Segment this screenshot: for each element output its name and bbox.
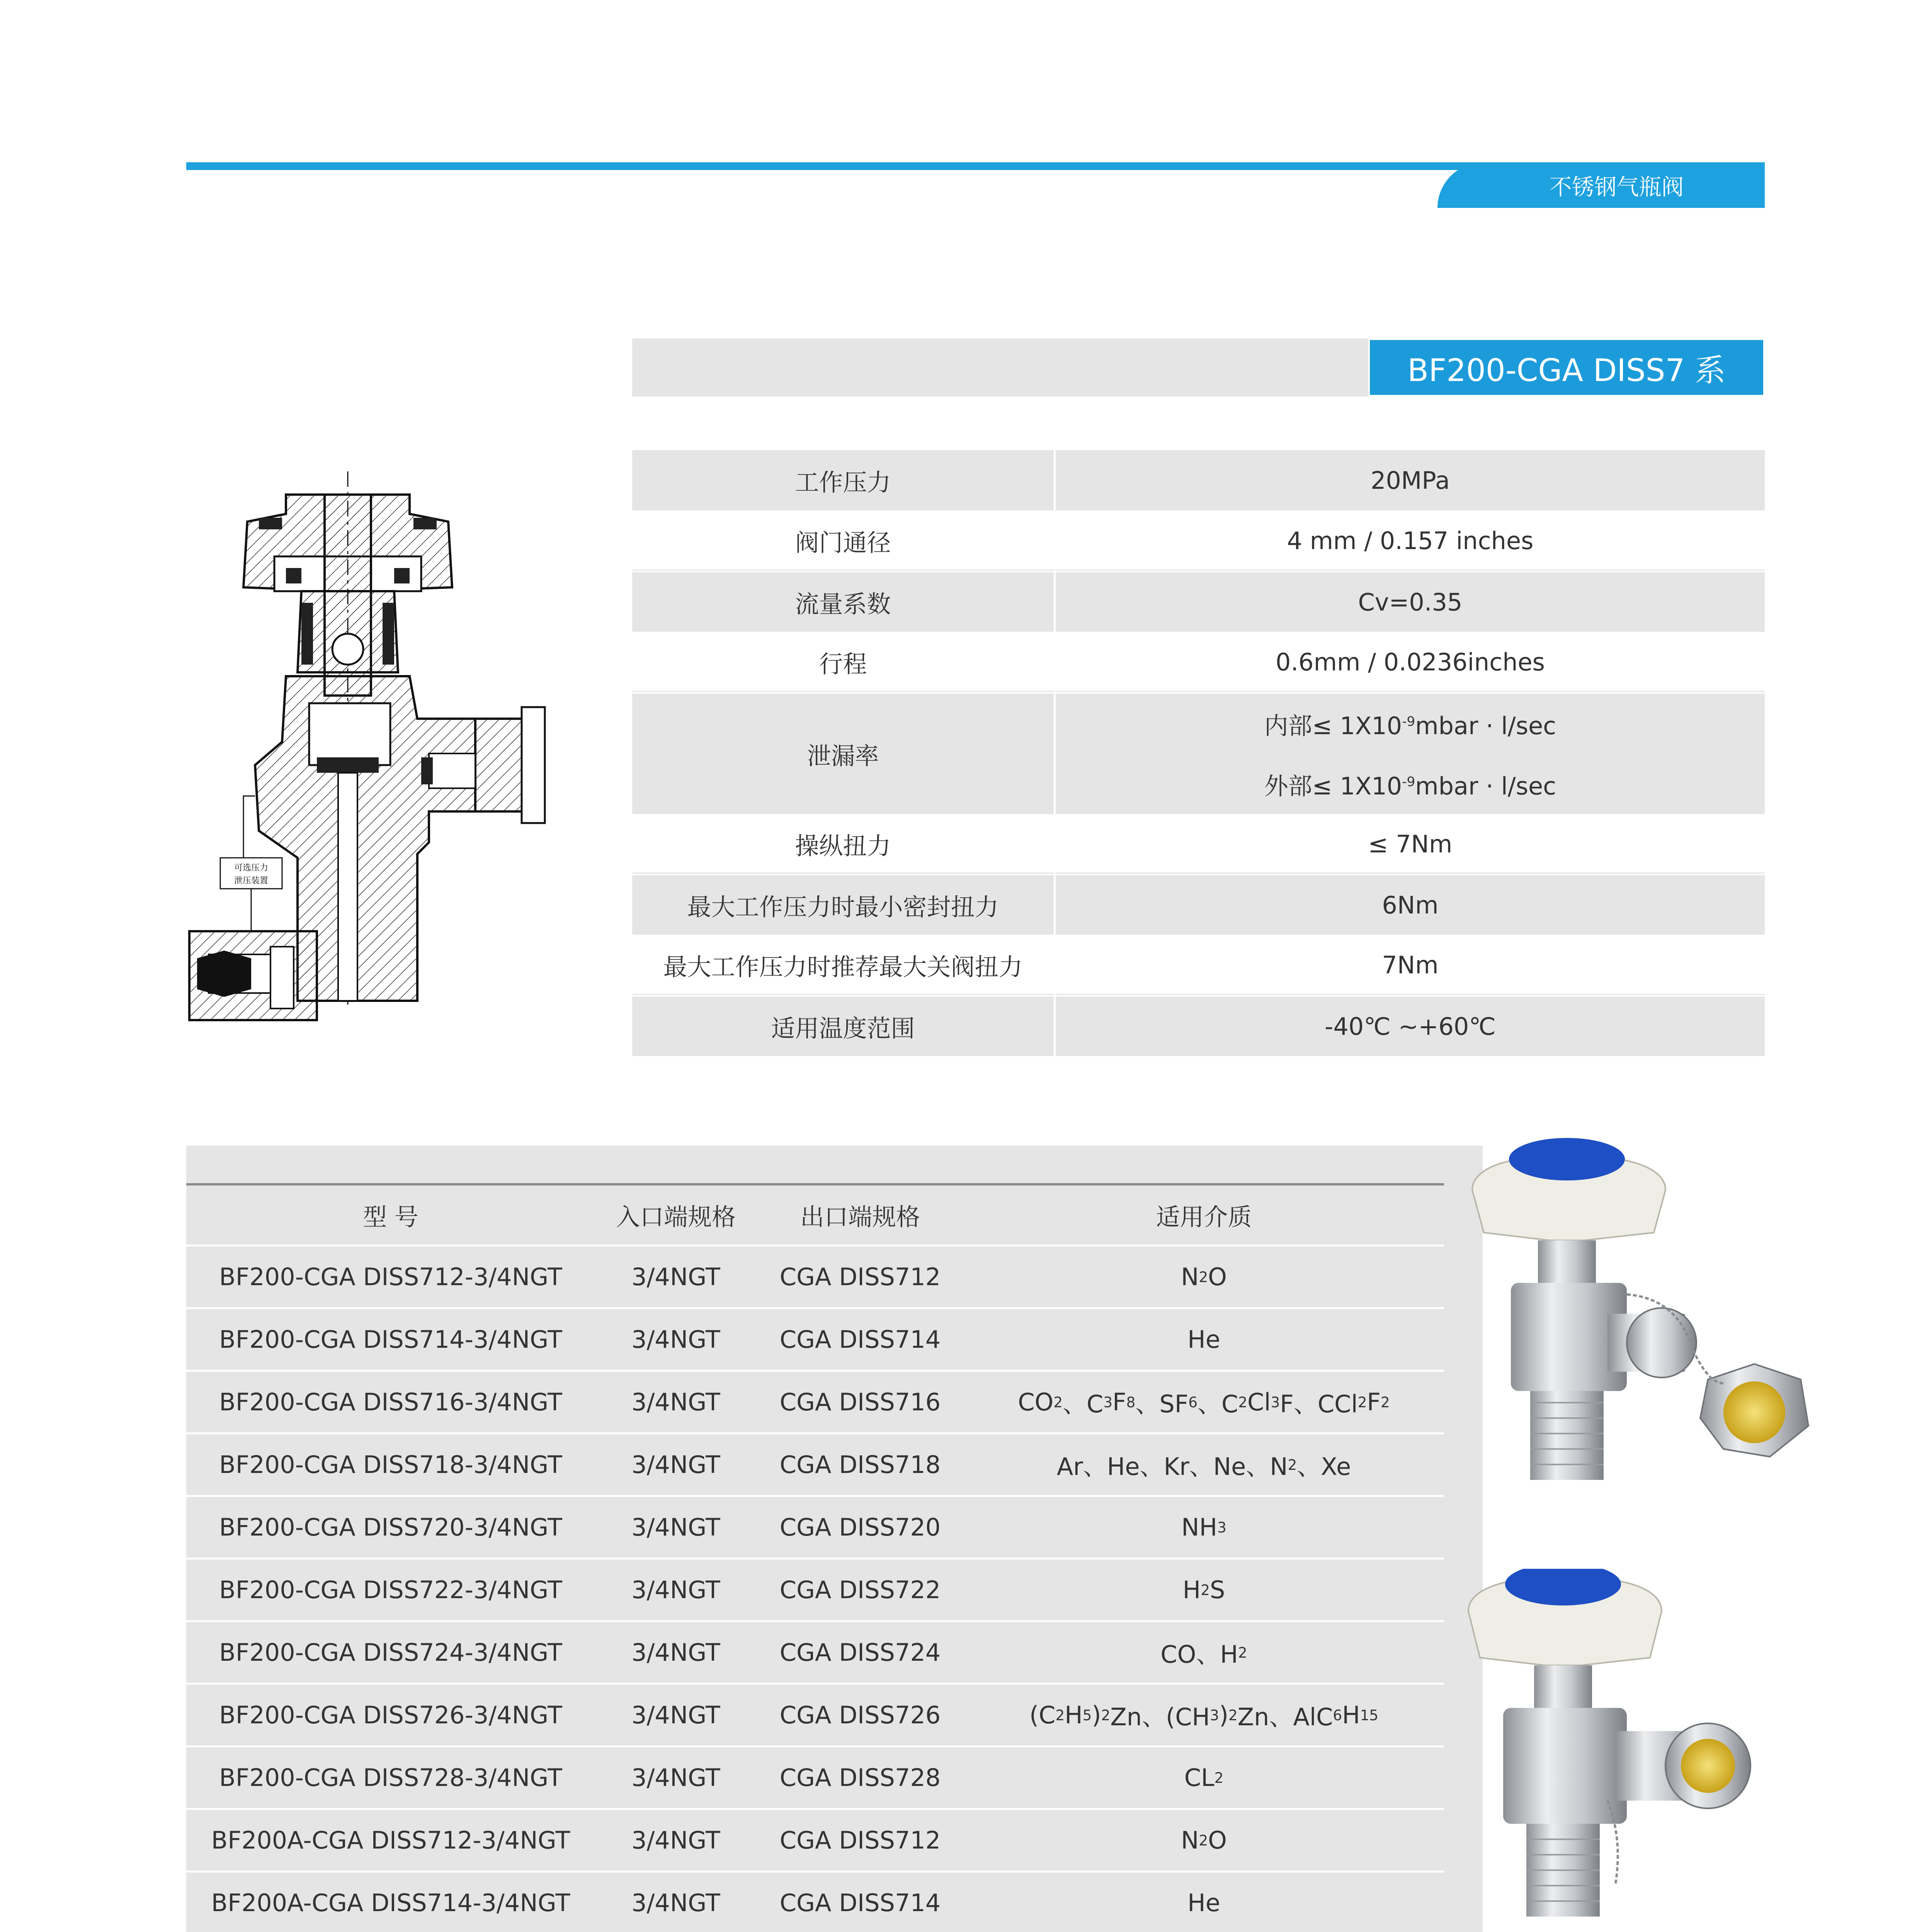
table-row <box>186 1560 1444 1622</box>
spec-value-text: 0.6mm / 0.0236inches <box>1276 648 1545 676</box>
spec-value-text: 20MPa <box>1371 466 1450 495</box>
valve-photo-2 <box>1461 1569 1754 1932</box>
model-cell: BF200-CGA DISS714-3/4NGT <box>219 1325 562 1354</box>
media-cell: H 2 S <box>1182 1576 1225 1604</box>
inlet-cell: 3/4NGT <box>631 1263 720 1291</box>
header-media: 适用介质 <box>1156 1203 1252 1231</box>
inlet-cell: 3/4NGT <box>631 1576 720 1604</box>
spec-value-text: 6Nm <box>1382 891 1439 919</box>
model-cell: BF200A-CGA DISS714-3/4NGT <box>211 1889 570 1917</box>
header-model: 型 号 <box>363 1203 418 1231</box>
table-row <box>186 1685 1444 1747</box>
model-table <box>186 1183 1444 1932</box>
spec-row-flow <box>632 572 1765 633</box>
spec-table <box>632 450 1765 1058</box>
model-cell: BF200A-CGA DISS712-3/4NGT <box>211 1826 570 1854</box>
table-row <box>186 1497 1444 1560</box>
spec-value <box>1056 936 1765 995</box>
series-title-bar <box>632 338 1765 396</box>
inlet-cell: 3/4NGT <box>631 1764 720 1792</box>
spec-value <box>1056 816 1765 874</box>
table-row <box>186 1434 1444 1497</box>
spec-row-close-torque <box>632 936 1765 997</box>
inlet-cell: 3/4NGT <box>631 1638 720 1667</box>
inlet-cell: 3/4NGT <box>631 1388 720 1416</box>
table-row <box>186 1309 1444 1372</box>
spec-row-bore <box>632 512 1765 572</box>
outlet-cell: CGA DISS712 <box>779 1826 941 1854</box>
media-cell: He <box>1187 1325 1220 1354</box>
handwheel-cap <box>1509 1138 1625 1180</box>
table-row <box>186 1247 1444 1309</box>
model-cell: BF200-CGA DISS712-3/4NGT <box>219 1263 562 1291</box>
spec-row-torque <box>632 816 1765 875</box>
outlet-cell: CGA DISS726 <box>779 1701 941 1729</box>
outlet-cell: CGA DISS720 <box>779 1513 941 1541</box>
valve-cross-section-drawing <box>182 471 622 1043</box>
media-cell: He <box>1187 1889 1220 1917</box>
table-row <box>186 1622 1444 1685</box>
leak-internal <box>1264 694 1556 754</box>
model-cell: BF200-CGA DISS718-3/4NGT <box>219 1451 562 1479</box>
table-row <box>186 1872 1444 1932</box>
relief-label-line2: 泄压装置 <box>234 876 269 886</box>
media-cell: (C 2 H 5 ) 2 Zn、(CH 3 ) 2 Zn、AlC 6 H 15 <box>1029 1701 1379 1731</box>
valve-photo-1 <box>1461 1132 1839 1526</box>
spec-value <box>1056 997 1765 1056</box>
outlet-cell: CGA DISS714 <box>779 1889 941 1917</box>
spec-row-pressure <box>632 450 1765 512</box>
media-cell: Ar、He、Kr、Ne、N 2 、Xe <box>1056 1452 1351 1481</box>
spec-row-temperature <box>632 997 1765 1058</box>
model-cell: BF200-CGA DISS726-3/4NGT <box>219 1701 562 1729</box>
spec-key: 泄漏率 <box>632 694 1056 814</box>
spec-value <box>1056 633 1765 692</box>
spec-value-text: Cv=0.35 <box>1358 588 1463 616</box>
spec-value-text: 4 mm / 0.157 inches <box>1287 527 1534 555</box>
outlet-cell: CGA DISS722 <box>779 1576 941 1604</box>
model-cell: BF200-CGA DISS724-3/4NGT <box>219 1638 562 1667</box>
outlet-cell: CGA DISS718 <box>779 1451 941 1479</box>
spec-key: 适用温度范围 <box>632 997 1056 1056</box>
spec-value-text: 外部≤ $1X10^{-9}mbar \cdot l/\sec$ <box>1264 772 1556 800</box>
spec-key: 行程 <box>632 633 1056 692</box>
spec-key: 最大工作压力时推荐最大关阀扭力 <box>632 936 1056 995</box>
spec-value <box>1056 875 1765 935</box>
inlet-cell: 3/4NGT <box>631 1701 720 1729</box>
model-cell: BF200-CGA DISS716-3/4NGT <box>219 1388 562 1416</box>
spec-value-text: -40℃ ~+60℃ <box>1324 1012 1496 1041</box>
media-cell: CO、H 2 <box>1160 1640 1247 1668</box>
spec-key: 最大工作压力时最小密封扭力 <box>632 875 1056 935</box>
table-row <box>186 1810 1444 1872</box>
inlet-cell: 3/4NGT <box>631 1826 720 1854</box>
table-row <box>186 1372 1444 1434</box>
media-cell: CO 2 、C 3 F 8 、SF 6 、C 2 Cl 3 F、CCl 2 F 2 <box>1018 1388 1390 1418</box>
spec-value-text: 内部≤ $1X10^{-9}mbar \cdot l/\sec$ <box>1264 711 1556 740</box>
outlet-cell: CGA DISS714 <box>779 1325 941 1354</box>
outlet-cell: CGA DISS728 <box>779 1764 941 1792</box>
media-cell: N 2 O <box>1181 1263 1227 1291</box>
spec-value <box>1056 694 1765 814</box>
spec-key: 流量系数 <box>632 572 1056 632</box>
header-outlet: 出口端规格 <box>800 1203 920 1231</box>
outlet-cell: CGA DISS716 <box>779 1388 941 1416</box>
inlet-cell: 3/4NGT <box>631 1513 720 1541</box>
leak-external <box>1264 754 1556 814</box>
inlet-cell: 3/4NGT <box>631 1451 720 1479</box>
media-cell: NH 3 <box>1181 1513 1226 1541</box>
spec-row-stroke <box>632 633 1765 694</box>
spec-value <box>1056 512 1765 571</box>
outlet-cell: CGA DISS712 <box>779 1263 941 1291</box>
model-cell: BF200-CGA DISS720-3/4NGT <box>219 1513 562 1541</box>
relief-label-line1: 可选压力 <box>234 863 269 873</box>
model-cell: BF200-CGA DISS722-3/4NGT <box>219 1576 562 1604</box>
spec-key: 操纵扭力 <box>632 816 1056 874</box>
table-row <box>186 1747 1444 1810</box>
model-table-header <box>186 1185 1444 1247</box>
spec-key: 工作压力 <box>632 450 1056 510</box>
spec-value <box>1056 572 1765 632</box>
media-cell: N 2 O <box>1181 1826 1227 1854</box>
spec-key: 阀门通径 <box>632 512 1056 571</box>
media-cell: CL 2 <box>1184 1764 1224 1792</box>
spec-row-leakage <box>632 694 1765 816</box>
spec-value <box>1056 450 1765 510</box>
spec-value-text: 7Nm <box>1382 951 1439 979</box>
model-cell: BF200-CGA DISS728-3/4NGT <box>219 1764 562 1792</box>
spec-row-seal-torque <box>632 875 1765 936</box>
outlet-cell: CGA DISS724 <box>779 1638 941 1667</box>
inlet-cell: 3/4NGT <box>631 1889 720 1917</box>
header-inlet: 入口端规格 <box>616 1203 736 1231</box>
spec-value-text: ≤ 7Nm <box>1368 830 1453 858</box>
series-title: BF200-CGA DISS7 系 <box>1368 338 1765 396</box>
category-tab: 不锈钢气瓶阀 <box>1437 162 1765 208</box>
inlet-cell: 3/4NGT <box>631 1325 720 1354</box>
